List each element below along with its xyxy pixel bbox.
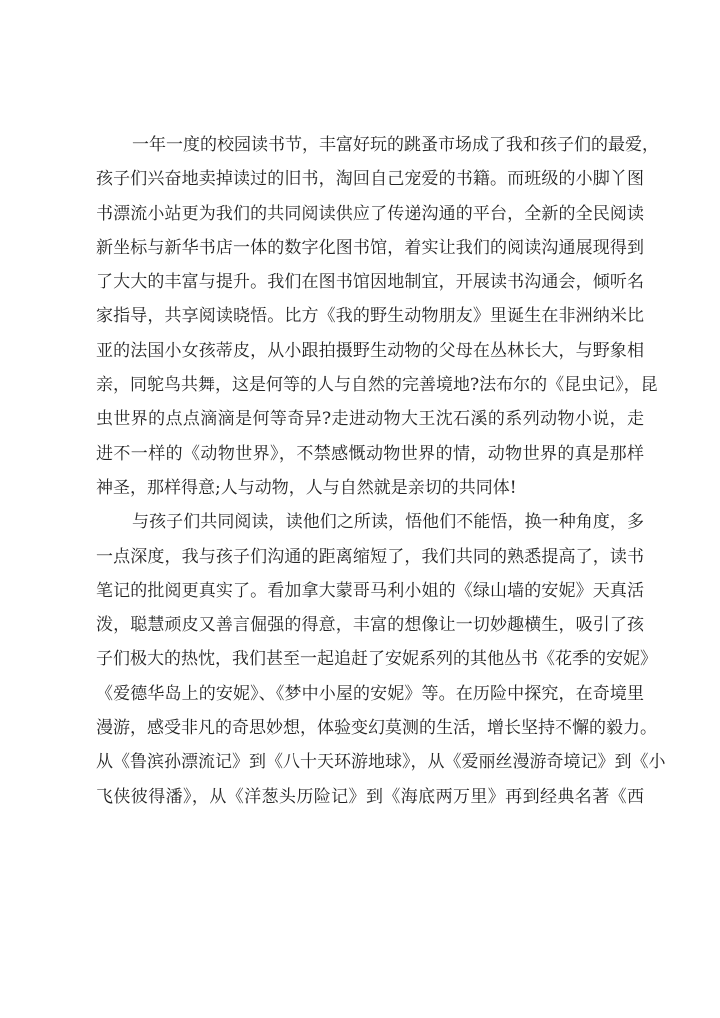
paragraph-2-line-2: 一点深度，我与孩子们沟通的距离缩短了，我们共同的熟悉提高了，读书 <box>96 546 644 567</box>
paragraph-1-line-8: 亲，同鸵鸟共舞，这是何等的人与自然的完善境地?法布尔的《昆虫记》，昆 <box>96 375 658 396</box>
paragraph-2-line-3: 笔记的批阅更真实了。看加拿大蒙哥马利小姐的《绿山墙的安妮》天真活 <box>96 580 644 601</box>
paragraph-2-line-7: 漫游，感受非凡的奇思妙想，体验变幻莫测的生活，增长坚持不懈的毅力。 <box>96 718 657 739</box>
paragraph-2-line-6: 《爱德华岛上的安妮》、《梦中小屋的安妮》等。在历险中探究，在奇境里 <box>96 683 644 704</box>
paragraph-1-line-5: 了大大的丰富与提升。我们在图书馆因地制宜，开展读书沟通会，倾听名 <box>96 272 644 293</box>
paragraph-1-line-7: 亚的法国小女孩蒂皮，从小跟拍摄野生动物的父母在丛林长大，与野象相 <box>96 340 644 361</box>
document-body <box>96 128 666 814</box>
paragraph-1-line-3: 书漂流小站更为我们的共同阅读供应了传递沟通的平台，全新的全民阅读 <box>96 203 644 224</box>
paragraph-1-line-9: 虫世界的点点滴滴是何等奇异?走进动物大王沈石溪的系列动物小说，走 <box>96 409 644 430</box>
paragraph-1-line-1: 一年一度的校园读书节，丰富好玩的跳蚤市场成了我和孩子们的最爱， <box>132 135 659 155</box>
paragraph-1-line-10: 进不一样的《动物世界》，不禁感慨动物世界的情，动物世界的真是那样 <box>96 443 644 464</box>
paragraph-1-line-11: 神圣，那样得意;人与动物，人与自然就是亲切的共同体! <box>96 477 517 498</box>
paragraph-1-line-2: 孩子们兴奋地卖掉读过的旧书，淘回自己宠爱的书籍。而班级的小脚丫图 <box>96 169 644 190</box>
paragraph-1-line-6: 家指导，共享阅读晓悟。比方《我的野生动物朋友》里诞生在非洲纳米比 <box>96 306 644 327</box>
paragraph-2-line-8: 从《鲁滨孙漂流记》到《八十天环游地球》，从《爱丽丝漫游奇境记》到《小 <box>96 752 666 773</box>
paragraph-2-line-5: 子们极大的热忱，我们甚至一起追赶了安妮系列的其他丛书《花季的安妮》 <box>96 649 657 670</box>
paragraph-2-line-4: 泼，聪慧顽皮又善言倔强的得意，丰富的想像让一切妙趣横生，吸引了孩 <box>96 615 644 636</box>
paragraph-2-line-1: 与孩子们共同阅读，读他们之所读，悟他们不能悟，换一种角度，多 <box>132 512 644 533</box>
paragraph-2-line-9: 飞侠彼得潘》，从《洋葱头历险记》到《海底两万里》再到经典名著《西 <box>96 786 644 807</box>
paragraph-1-line-4: 新坐标与新华书店一体的数字化图书馆，着实让我们的阅读沟通展现得到 <box>96 237 644 258</box>
